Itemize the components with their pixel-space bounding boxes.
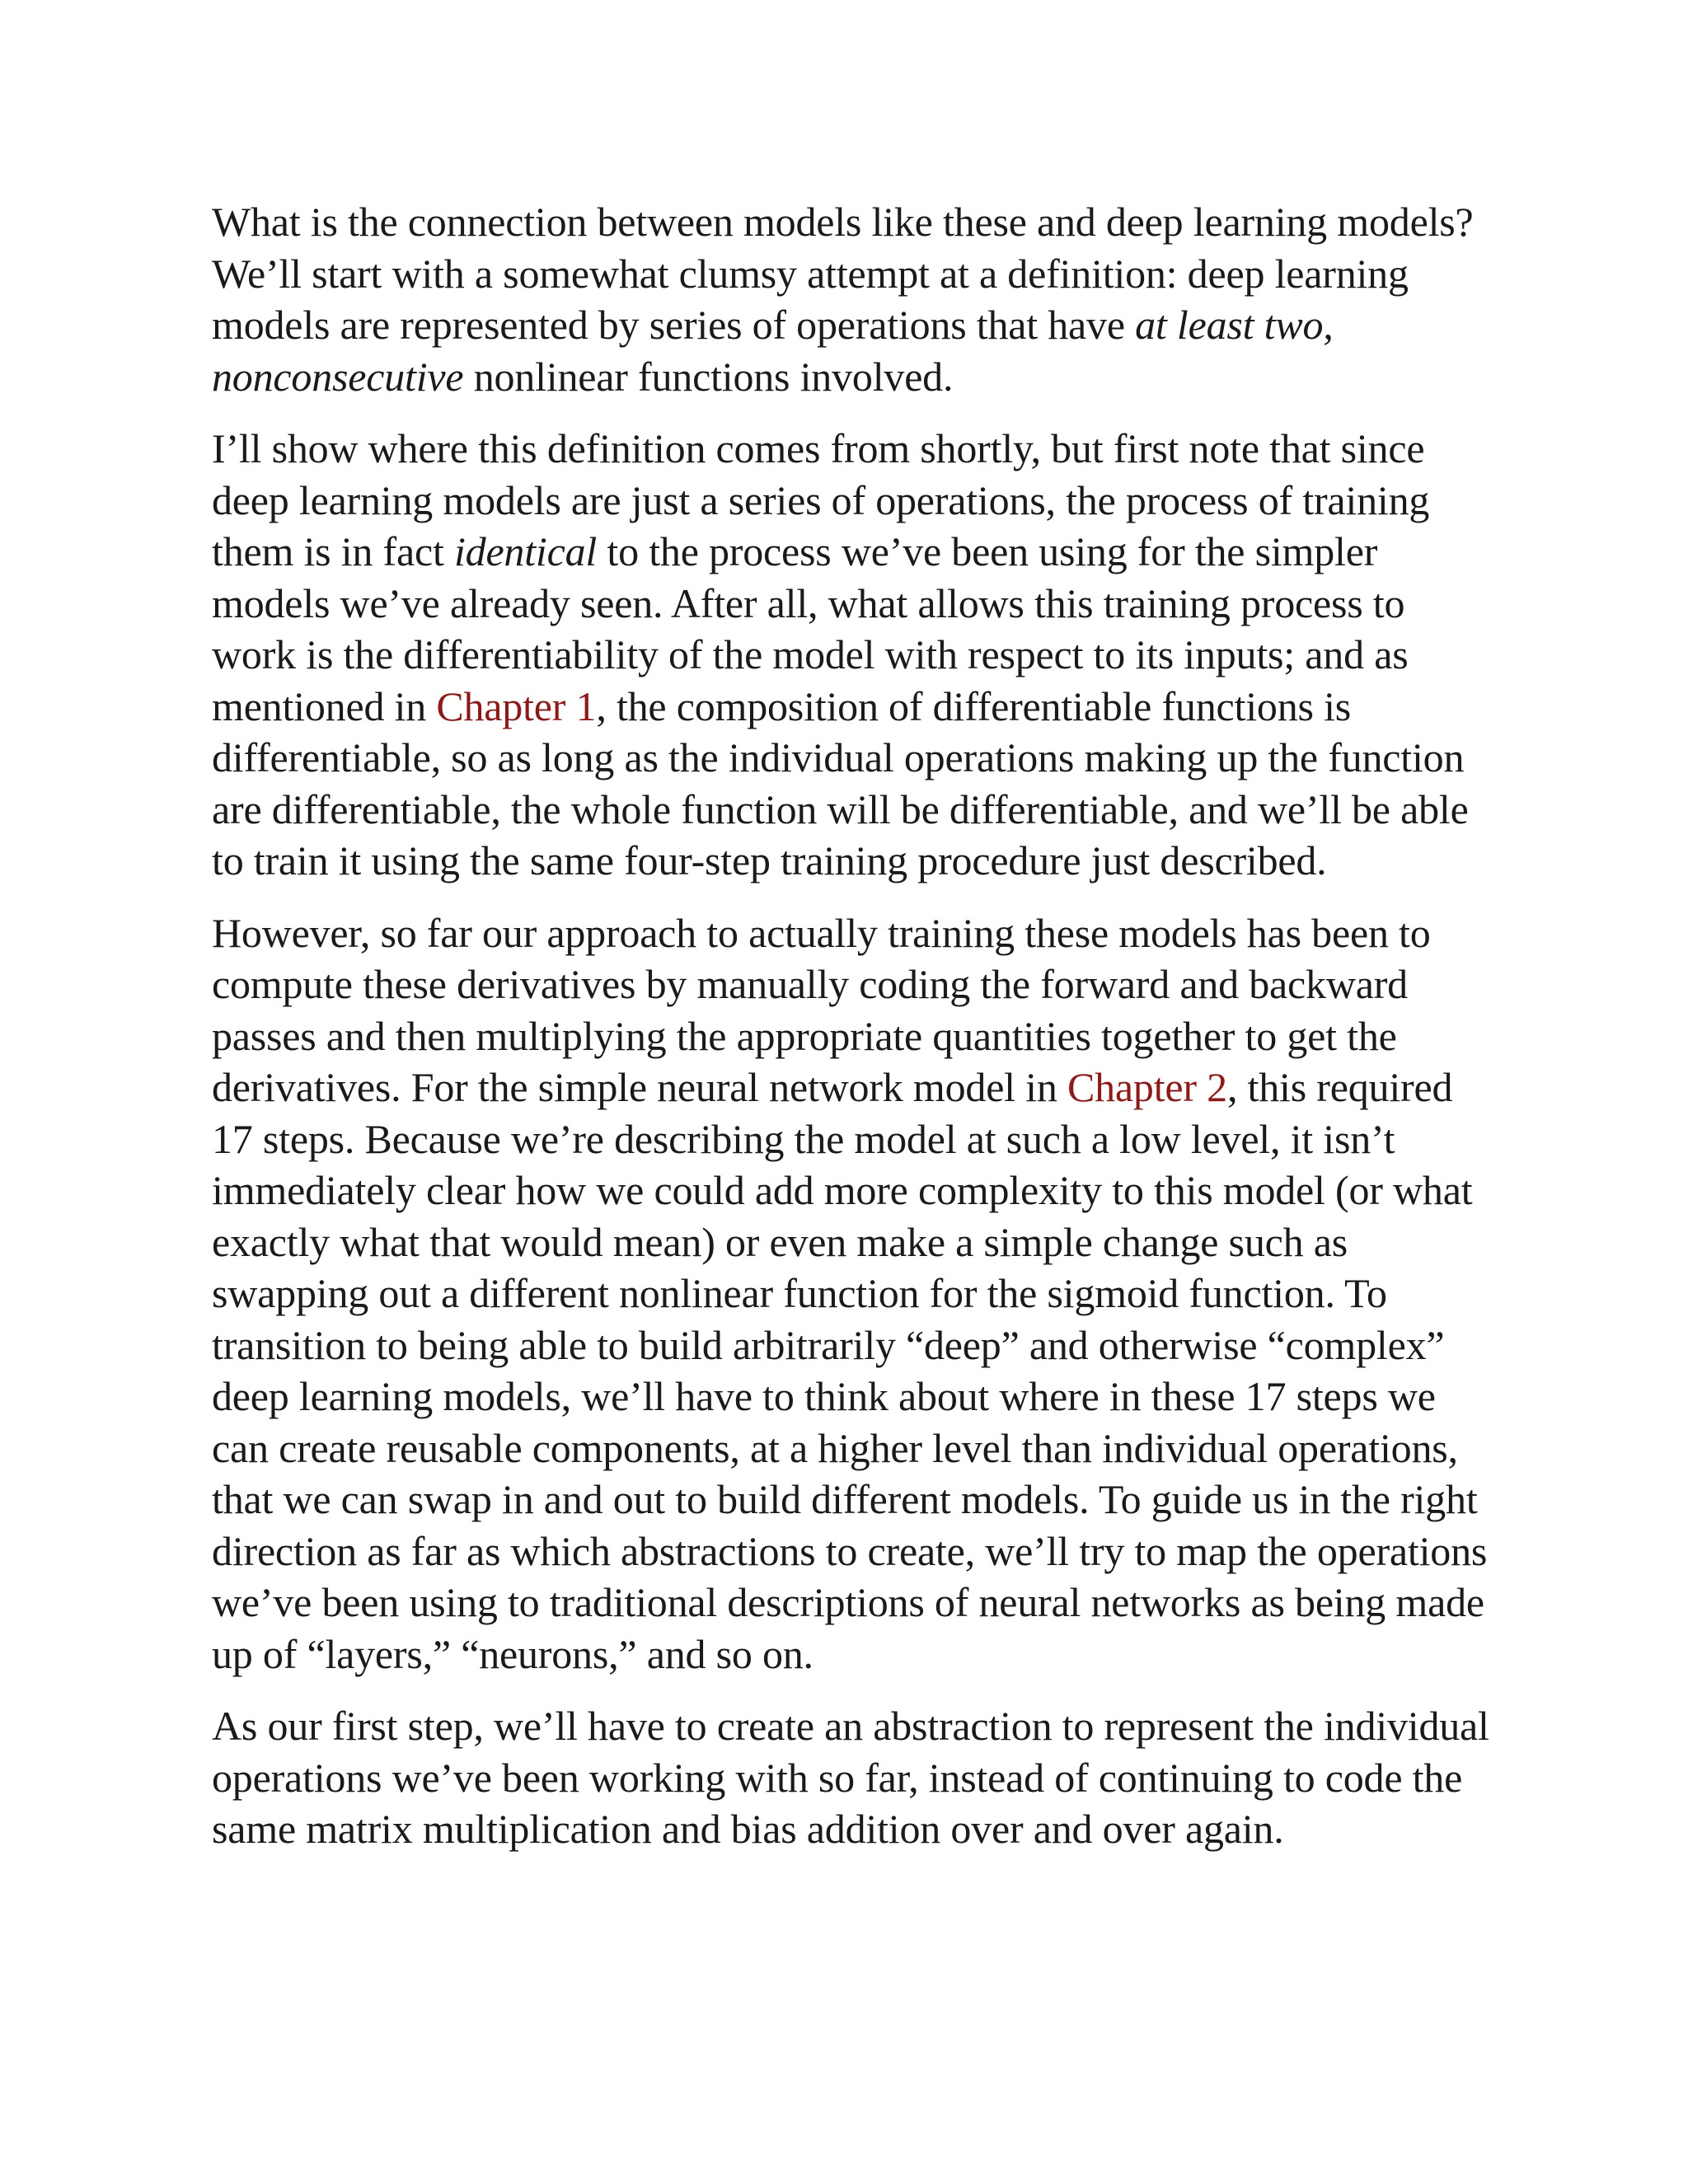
paragraph-3-text-2: , this required 17 steps. Because we’re describing the model at such a low level, it isn’t immediately clear how we could add more complexity to this model (or what exactly what that would mean) or even make a simple change such as swapping out a different nonlinear function for the sigmoid function. To transition to being able to build arbitrarily “deep” and otherwise “complex” deep learning models, we’ll have to think about where in these 17 steps we can create reusable components, at a higher level than individual operations, that we can swap in and out to build different models. To guide us in the right direction as far as which abstractions to create, we’ll try to map the operations we’ve been using to traditional descriptions of neural networks as being made up of “layers,” “neurons,” and so on. (212, 1064, 1488, 1677)
paragraph-2 (212, 423, 1498, 887)
paragraph-2-text-2: to the process we’ve been using for the simpler models we’ve already seen. After all, what allows this training process to work is the differentiability of the model with respect to its inputs; and as mentioned in (212, 528, 1409, 729)
paragraph-1-text-2: nonlinear functions involved. (463, 353, 954, 400)
page-body (212, 196, 1498, 1876)
paragraph-2-text-3: , the composition of differentiable functions is differentiable, so as long as the individual operations making up the function are differentiable, the whole function will be differentiable, and we’ll be able to train it using the same four-step training procedure just described. (212, 682, 1469, 883)
chapter-2-link[interactable]: Chapter 2 (1067, 1064, 1227, 1110)
paragraph-4 (212, 1700, 1498, 1855)
paragraph-1-emphasis: at least two, nonconsecutive (212, 302, 1334, 400)
paragraph-3-text-1: However, so far our approach to actually training these models has been to compute these derivatives by manually coding the forward and backward passes and then multiplying the appropriate quantities together to get the derivatives. For the simple neural network model in (212, 909, 1431, 1110)
chapter-1-link[interactable]: Chapter 1 (436, 682, 597, 729)
paragraph-2-text-1: I’ll show where this definition comes from shortly, but first note that since deep learning models are just a series of operations, the process of training them is in fact (212, 425, 1430, 574)
paragraph-3 (212, 907, 1498, 1680)
paragraph-2-emphasis: identical (453, 528, 598, 574)
paragraph-4-text-1: As our first step, we’ll have to create an abstraction to represent the individual operations we’ve been working with so far, instead of continuing to code the same matrix multiplication and bias addition over and over again. (212, 1703, 1489, 1852)
paragraph-1-text-1: What is the connection between models like these and deep learning models? We’ll start with a somewhat clumsy attempt at a definition: deep learning models are represented by series of operations that have (212, 199, 1474, 348)
paragraph-1 (212, 196, 1498, 402)
